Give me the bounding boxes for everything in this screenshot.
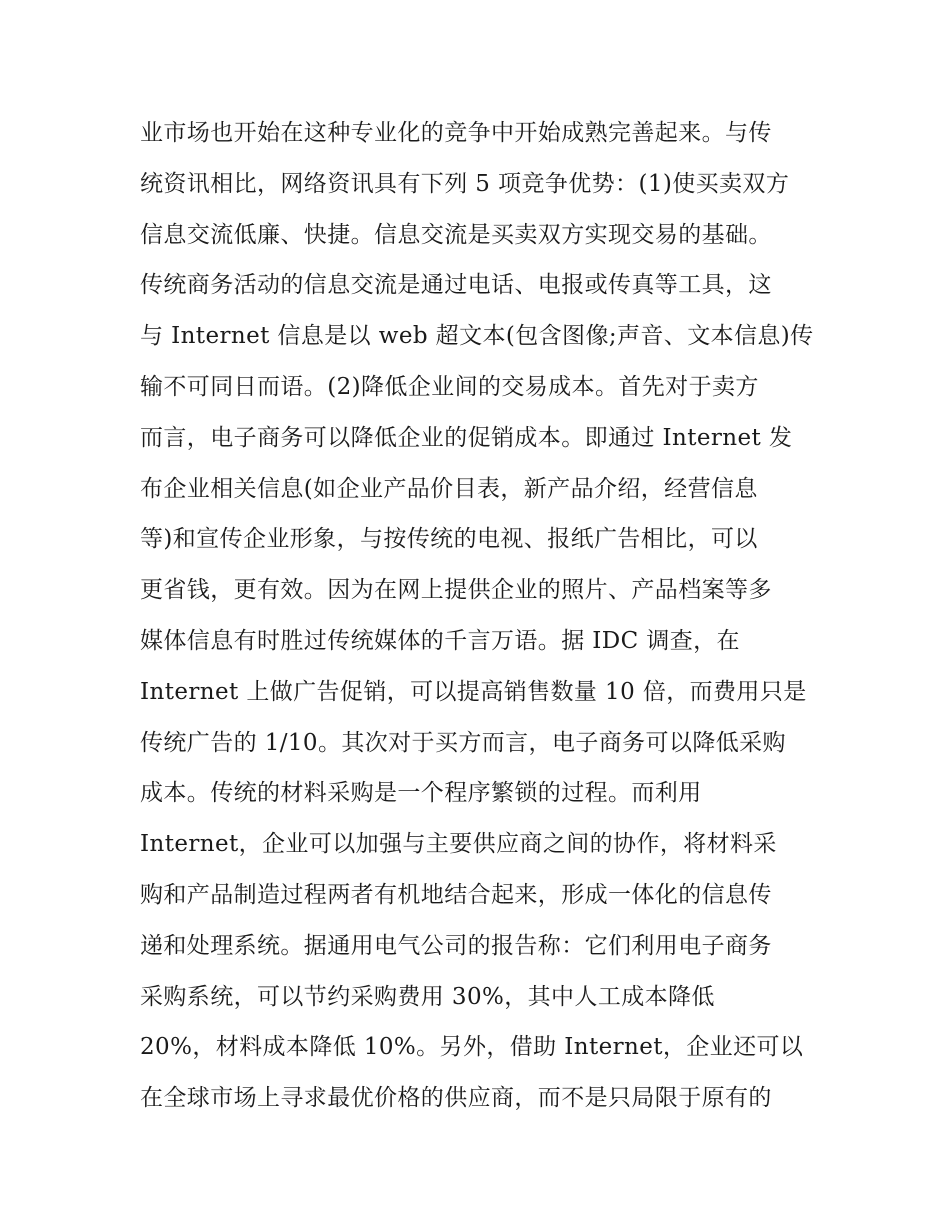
text-line: 统资讯相比，网络资讯具有下列 5 项竞争优势：(1)使买卖双方 xyxy=(140,170,790,197)
text-line: 购和产品制造过程两者有机地结合起来，形成一体化的信息传 xyxy=(140,881,772,908)
text-line: 信息交流低廉、快捷。信息交流是买卖双方实现交易的基础。 xyxy=(140,221,772,248)
text-line: Internet 上做广告促销，可以提高销售数量 10 倍，而费用只是 xyxy=(140,678,807,705)
text-line: 递和处理系统。据通用电气公司的报告称：它们利用电子商务 xyxy=(140,932,772,959)
text-line: 20%，材料成本降低 10%。另外，借助 Internet，企业还可以 xyxy=(140,1034,804,1061)
text-line: 传统商务活动的信息交流是通过电话、电报或传真等工具，这 xyxy=(140,272,772,299)
text-line: 与 Internet 信息是以 web 超文本(包含图像;声音、文本信息)传 xyxy=(140,323,814,350)
text-line: 媒体信息有时胜过传统媒体的千言万语。据 IDC 调查，在 xyxy=(140,627,740,654)
text-line: 传统广告的 1/10。其次对于买方而言，电子商务可以降低采购 xyxy=(140,729,786,756)
text-line: 业市场也开始在这种专业化的竞争中开始成熟完善起来。与传 xyxy=(140,120,772,146)
text-line: 成本。传统的材料采购是一个程序繁锁的过程。而利用 xyxy=(140,780,702,807)
text-line: Internet，企业可以加强与主要供应商之间的协作，将材料采 xyxy=(140,831,777,858)
text-line: 采购系统，可以节约采购费用 30%，其中人工成本降低 xyxy=(140,983,715,1010)
text-line: 等)和宣传企业形象，与按传统的电视、报纸广告相比，可以 xyxy=(140,526,758,553)
text-line: 布企业相关信息(如企业产品价目表，新产品介绍，经营信息 xyxy=(140,475,758,502)
text-line: 在全球市场上寻求最优价格的供应商，而不是只局限于原有的 xyxy=(140,1085,772,1112)
text-line: 更省钱，更有效。因为在网上提供企业的照片、产品档案等多 xyxy=(140,577,772,604)
text-line: 而言，电子商务可以降低企业的促销成本。即通过 Internet 发 xyxy=(140,424,793,451)
body-paragraph xyxy=(140,108,830,1124)
text-line: 输不可同日而语。(2)降低企业间的交易成本。首先对于卖方 xyxy=(140,373,759,400)
